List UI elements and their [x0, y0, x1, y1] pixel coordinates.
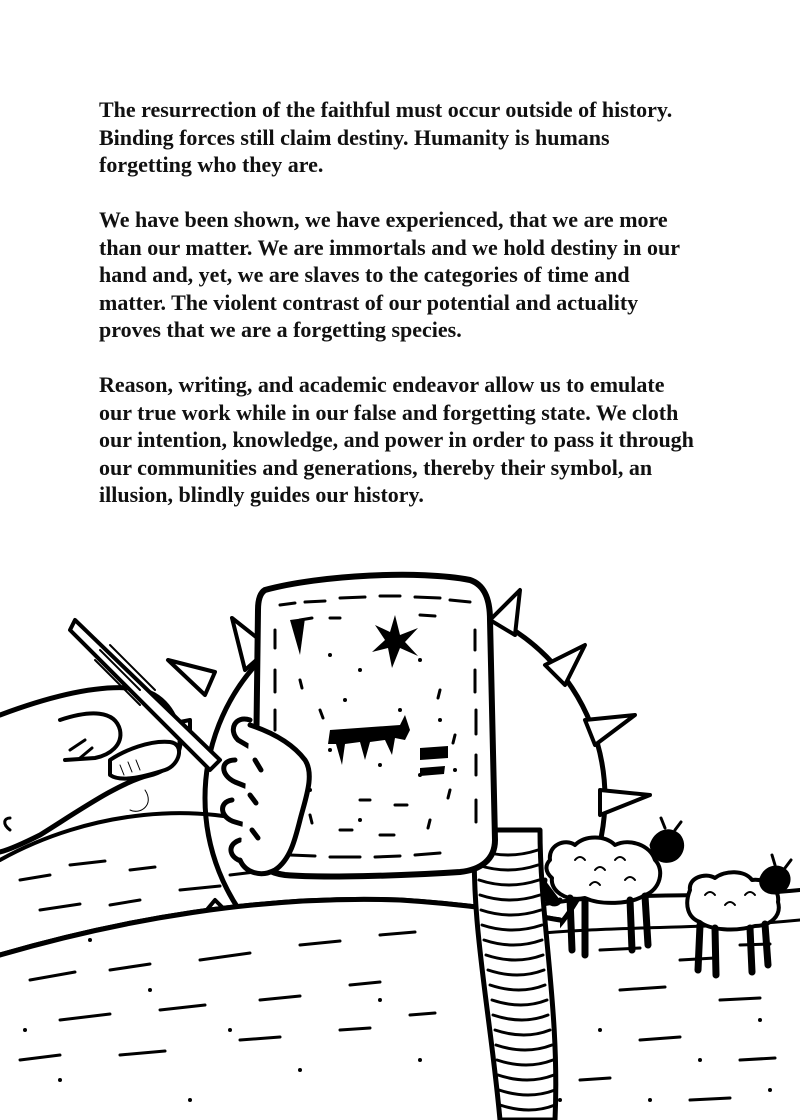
- sheep-icon: [687, 855, 791, 975]
- paragraph-3: Reason, writing, and academic endeavor allow us to emulate our true work while in our false and forgetting state. We cloth our intention, knowledge, and power in order to pass it through our communities and generations, thereby their symbol, an illusion, blindly guides our history.: [99, 372, 694, 507]
- text-block: [99, 96, 699, 536]
- pen-hand-icon: [0, 620, 220, 852]
- illustration: [0, 560, 800, 1120]
- paragraph-2: We have been shown, we have experienced, that we are more than our matter. We are immortals and we hold destiny in our hand and, yet, we are slaves to the categories of time and matter. The violent contrast of our potential and actuality proves that we are a forgetting species.: [99, 207, 680, 342]
- paragraph-1: The resurrection of the faithful must occur outside of history. Binding forces still claim destiny. Humanity is humans forgetting who they are.: [99, 97, 673, 177]
